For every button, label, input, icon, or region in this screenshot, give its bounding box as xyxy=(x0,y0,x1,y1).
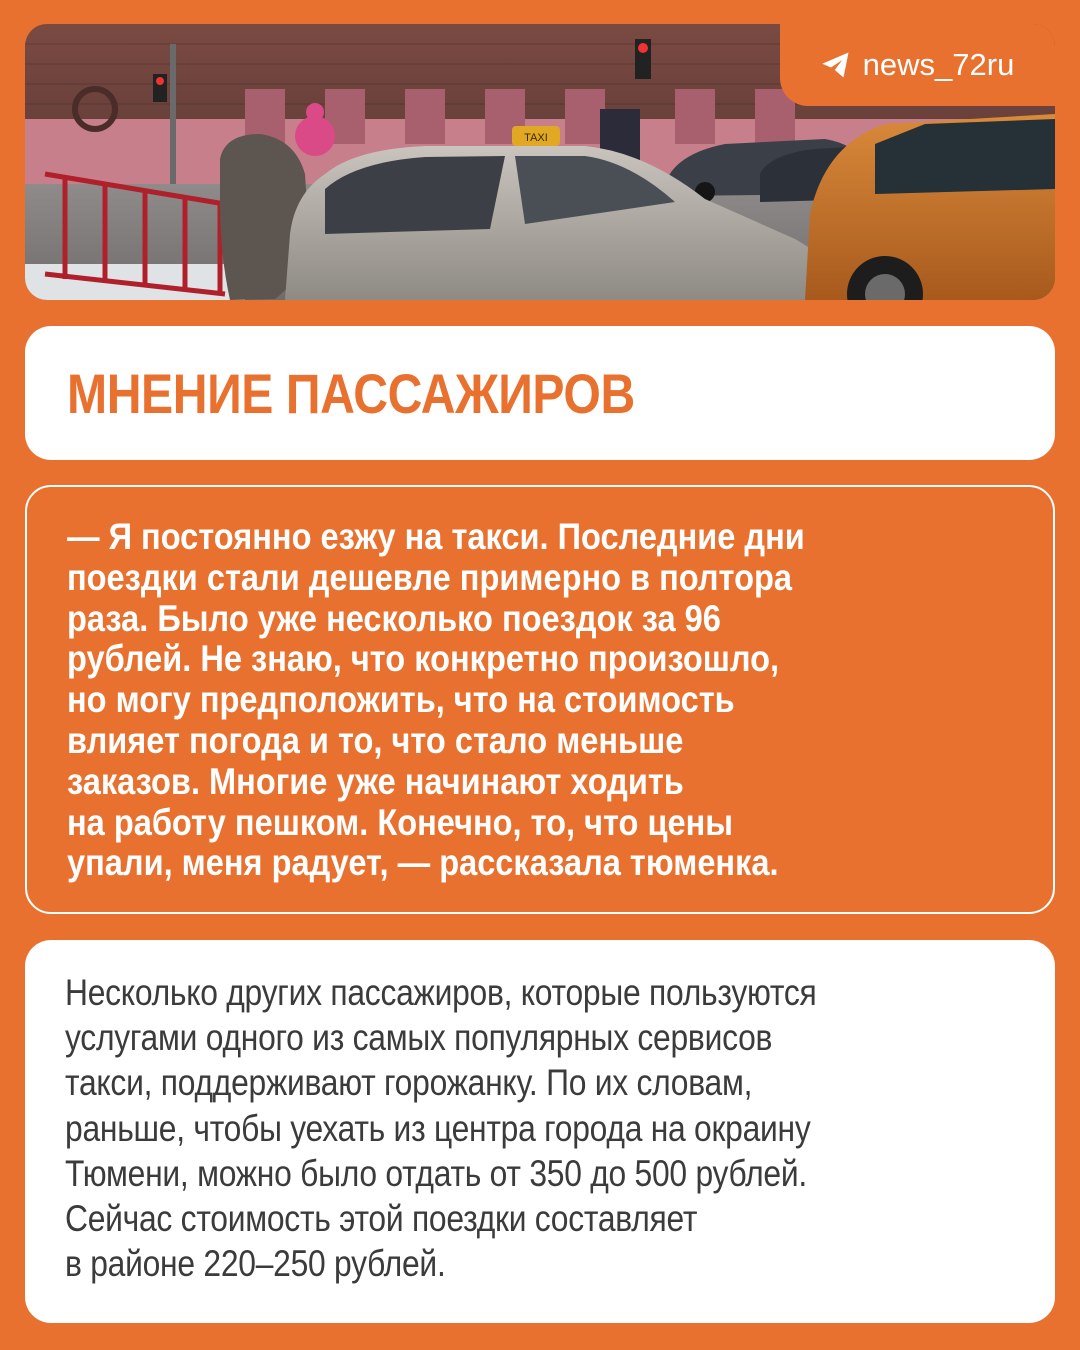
taxi-roof-sign: TAXI xyxy=(524,132,548,144)
quote-card xyxy=(25,485,1055,914)
passenger-quote: — Я постоянно езжу на такси. Последние дни поездки стали дешевле примерно в полтора раза. Было уже несколько поездок за 96 рублей. Не знаю, что конкретно произошло, но могу предположить, что на стоимость влияет погода и то, что стало меньше заказов. Многие уже начинают ходить на работу пешком. Конечно, то, что цены упали, меня радует, — рассказала тюменка. xyxy=(67,516,805,884)
channel-badge[interactable] xyxy=(780,24,1055,106)
telegram-icon xyxy=(821,51,851,79)
title-card xyxy=(25,326,1055,460)
channel-handle: news_72ru xyxy=(862,47,1015,82)
body-card xyxy=(25,940,1055,1323)
section-title: МНЕНИЕ ПАССАЖИРОВ xyxy=(67,361,635,425)
body-text: Несколько других пассажиров, которые пользуются услугами одного из самых популярных сервисов такси, поддерживают горожанку. По их словам, раньше, чтобы уехать из центра города на окраину Тюмени, можно было отдать от 350 до 500 рублей. Сейчас стоимость этой поездки составляет в районе 220–250 рублей. xyxy=(65,972,817,1285)
